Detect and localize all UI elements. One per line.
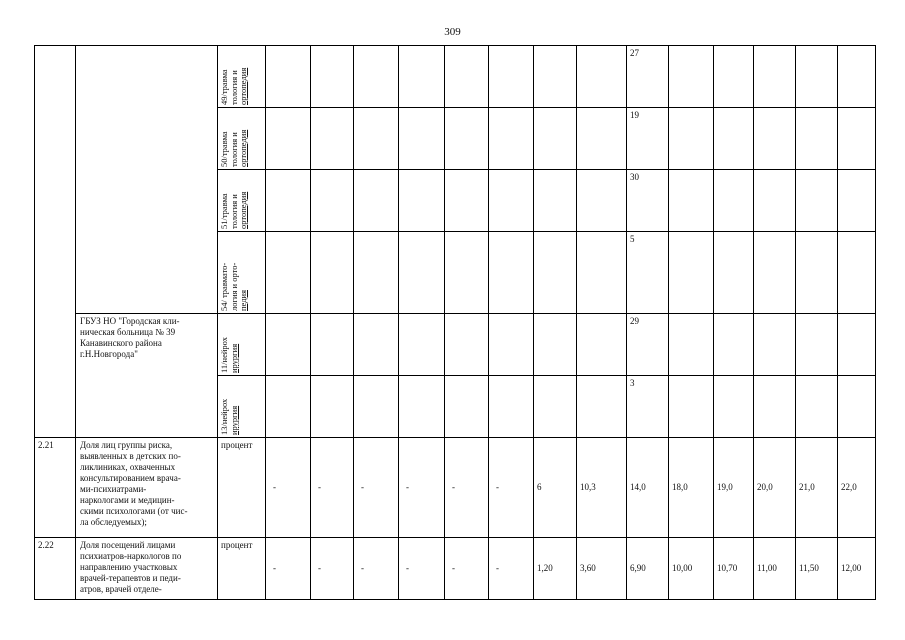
specialty-label: ирургия (228, 405, 239, 435)
empty-cell (577, 170, 627, 232)
empty-cell (266, 376, 311, 438)
row-number: 2.21 (35, 438, 76, 538)
table-row (35, 314, 876, 376)
specialty-label: ирургия (228, 343, 239, 373)
value-cell: - (311, 438, 354, 538)
value-cell: 1,20 (534, 538, 577, 600)
value-cell: 12,00 (838, 538, 876, 600)
value-cell (627, 46, 669, 108)
empty-cell (714, 170, 754, 232)
specialty-label: логия и орто- (228, 262, 239, 311)
value-cell: - (399, 438, 445, 538)
value-cell: 11,00 (754, 538, 796, 600)
value-cell: - (399, 538, 445, 600)
data-table (34, 45, 876, 600)
empty-cell (354, 232, 399, 314)
empty-cell (266, 232, 311, 314)
empty-cell (445, 108, 489, 170)
empty-cell (796, 46, 838, 108)
specialty-label: тология и (228, 70, 239, 105)
empty-cell (354, 170, 399, 232)
value-cell (627, 108, 669, 170)
empty-cell (266, 108, 311, 170)
row-number-cell (35, 46, 76, 438)
indicator-text: Доля посещений лицами психиатров-наркологов по направлению участковых врачей-терапевтов и педи- атров, врачей отделе- (76, 538, 218, 600)
empty-cell (445, 170, 489, 232)
empty-cell (534, 314, 577, 376)
value-cell (627, 376, 669, 438)
specialty-label: 54/ травмато- (219, 262, 229, 311)
empty-cell (399, 170, 445, 232)
empty-cell (796, 232, 838, 314)
empty-cell (754, 232, 796, 314)
value-cell: - (266, 438, 311, 538)
empty-cell (354, 314, 399, 376)
empty-cell (714, 376, 754, 438)
empty-cell (399, 232, 445, 314)
empty-cell (266, 46, 311, 108)
specialty-label: 51/травма (219, 193, 229, 229)
empty-cell (311, 314, 354, 376)
empty-cell (577, 376, 627, 438)
specialty-label: педия (238, 290, 248, 311)
specialty-label: 13/нейрох (219, 398, 229, 435)
value-cell: 22,0 (838, 438, 876, 538)
empty-cell (838, 170, 876, 232)
empty-cell (445, 46, 489, 108)
empty-cell (754, 376, 796, 438)
cell-value: 30 (630, 172, 639, 182)
empty-cell (534, 108, 577, 170)
empty-cell (489, 232, 534, 314)
empty-cell (669, 46, 714, 108)
empty-cell (714, 46, 754, 108)
page-number: 309 (444, 26, 461, 38)
value-cell: - (311, 538, 354, 600)
specialty-label: ортопедия (238, 191, 248, 229)
value-cell: 19,0 (714, 438, 754, 538)
empty-cell (838, 232, 876, 314)
specialty-label: 50/травма (219, 131, 229, 167)
unit-cell: процент (218, 538, 266, 600)
empty-cell (669, 376, 714, 438)
specialty-cell (218, 376, 266, 438)
empty-cell (714, 314, 754, 376)
empty-cell (354, 46, 399, 108)
value-cell: 3,60 (577, 538, 627, 600)
empty-cell (534, 46, 577, 108)
empty-cell (266, 170, 311, 232)
value-cell: 14,0 (627, 438, 669, 538)
empty-cell (445, 376, 489, 438)
specialty-label: ортопедия (238, 67, 248, 105)
empty-cell (796, 108, 838, 170)
specialty-cell (218, 46, 266, 108)
empty-cell (399, 376, 445, 438)
specialty-label: ортопедия (238, 129, 248, 167)
value-cell (627, 232, 669, 314)
empty-cell (796, 314, 838, 376)
table-row (35, 438, 876, 538)
empty-cell (445, 232, 489, 314)
empty-cell (399, 46, 445, 108)
empty-cell (754, 170, 796, 232)
empty-cell (311, 46, 354, 108)
empty-cell (577, 46, 627, 108)
value-cell: - (354, 538, 399, 600)
value-cell: - (445, 438, 489, 538)
table-row (35, 538, 876, 600)
specialty-label: 49/травма (219, 69, 229, 105)
value-cell: 18,0 (669, 438, 714, 538)
cell-value: 3 (630, 378, 635, 388)
specialty-cell (218, 108, 266, 170)
indicator-text: Доля лиц группы риска, выявленных в детских по- ликлиниках, охваченных консультированием врача- ми-психиатрами- наркологами и медицин- скими психологами (от чис- ла обследуемых); (76, 438, 218, 538)
specialty-label: тология и (228, 194, 239, 229)
value-cell: 10,00 (669, 538, 714, 600)
value-cell: - (489, 438, 534, 538)
empty-cell (489, 170, 534, 232)
cell-value: 27 (630, 48, 639, 58)
specialty-label: тология и (228, 132, 239, 167)
empty-cell (577, 108, 627, 170)
empty-cell (534, 232, 577, 314)
value-cell: 6 (534, 438, 577, 538)
empty-cell (311, 170, 354, 232)
empty-cell (577, 232, 627, 314)
empty-cell (489, 108, 534, 170)
value-cell: 11,50 (796, 538, 838, 600)
value-cell: 6,90 (627, 538, 669, 600)
value-cell: 20,0 (754, 438, 796, 538)
empty-cell (311, 232, 354, 314)
empty-cell (838, 314, 876, 376)
empty-cell (669, 314, 714, 376)
empty-cell (796, 170, 838, 232)
empty-cell (445, 314, 489, 376)
empty-cell (354, 376, 399, 438)
empty-cell (754, 108, 796, 170)
empty-cell (714, 232, 754, 314)
specialty-cell (218, 232, 266, 314)
value-cell: - (445, 538, 489, 600)
value-cell: - (266, 538, 311, 600)
table-row (35, 46, 876, 108)
empty-cell (489, 314, 534, 376)
empty-cell (311, 108, 354, 170)
row-number: 2.22 (35, 538, 76, 600)
cell-value: 5 (630, 234, 635, 244)
empty-cell (354, 108, 399, 170)
value-cell (627, 170, 669, 232)
organization-cell (76, 46, 218, 314)
value-cell: - (354, 438, 399, 538)
specialty-cell (218, 170, 266, 232)
empty-cell (714, 108, 754, 170)
empty-cell (669, 170, 714, 232)
value-cell (627, 314, 669, 376)
empty-cell (754, 46, 796, 108)
empty-cell (838, 108, 876, 170)
empty-cell (399, 314, 445, 376)
empty-cell (669, 108, 714, 170)
empty-cell (796, 376, 838, 438)
empty-cell (669, 232, 714, 314)
empty-cell (534, 376, 577, 438)
empty-cell (266, 314, 311, 376)
specialty-label: 11/нейрох (219, 337, 229, 373)
empty-cell (838, 46, 876, 108)
empty-cell (399, 108, 445, 170)
organization-cell (76, 314, 218, 438)
cell-value: 29 (630, 316, 639, 326)
value-cell: 21,0 (796, 438, 838, 538)
organization-name: ГБУЗ НО "Городская кли- ническая больница № 39 Канавинского района г.Н.Новгорода" (80, 316, 180, 359)
empty-cell (311, 376, 354, 438)
unit-cell: процент (218, 438, 266, 538)
value-cell: - (489, 538, 534, 600)
specialty-cell (218, 314, 266, 376)
value-cell: 10,70 (714, 538, 754, 600)
cell-value: 19 (630, 110, 639, 120)
empty-cell (754, 314, 796, 376)
empty-cell (534, 170, 577, 232)
empty-cell (577, 314, 627, 376)
empty-cell (489, 376, 534, 438)
empty-cell (489, 46, 534, 108)
value-cell: 10,3 (577, 438, 627, 538)
empty-cell (838, 376, 876, 438)
